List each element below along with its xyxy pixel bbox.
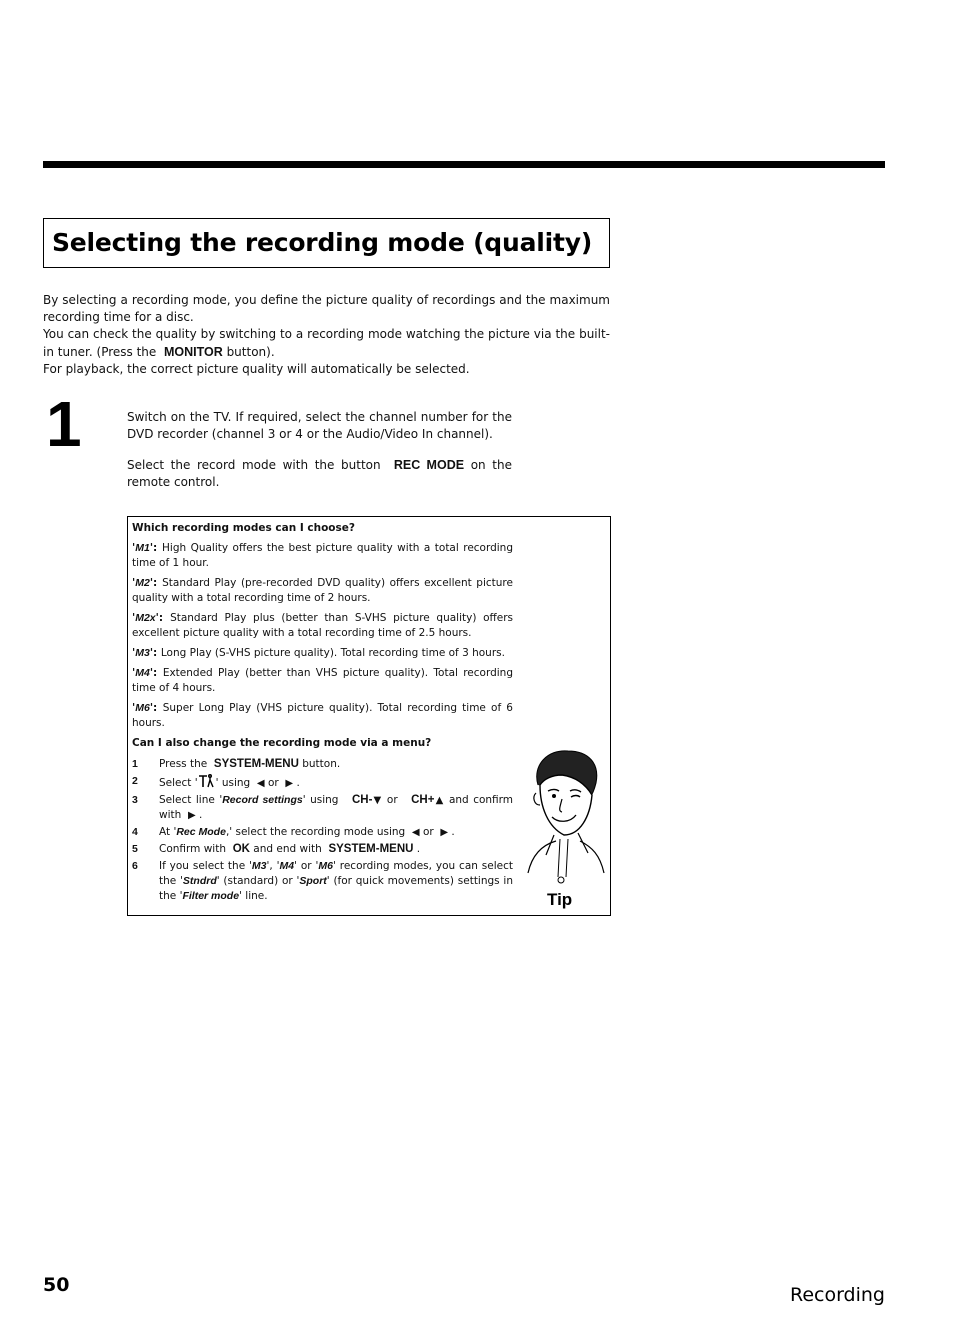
intro-p2-text: You can check the quality by switching to a recording mode watching the picture via the built-in tuner. (Press the [43,327,610,359]
tip-mascot-face-icon [526,745,606,885]
mode-entry: 'M3': Long Play (S-VHS picture quality). Total recording time of 3 hours. [132,647,505,659]
menu-step-2: 2 Select ' ' using ◀ or ▶ . [132,775,300,789]
mode-description: Standard Play (pre-recorded DVD quality) offers excellent picture quality with a total recording time of 2 hours. [132,577,513,604]
tip-question-menu: Can I also change the recording mode via a menu? [132,737,432,749]
mode-entry: 'M1': High Quality offers the best picture quality with a total recording time of 1 hour. [132,542,514,569]
title-box [43,218,610,268]
step-text [127,409,512,505]
mode-list [132,541,513,731]
mode-code: M2x [135,612,156,624]
step-p2-end: on the remote control. [127,458,512,489]
mode-code: M1 [135,542,150,554]
intro-paragraph-2 [43,326,610,360]
rec-mode-key: REC MODE [393,458,465,472]
intro-paragraph-3: For playback, the correct picture quality will automatically be selected. [43,361,470,376]
mode-description: Long Play (S-VHS picture quality). Total recording time of 3 hours. [160,647,505,659]
mode-code: M6 [135,702,150,714]
system-menu-key: SYSTEM-MENU [213,758,299,770]
left-arrow-icon: ◀ [411,827,420,838]
left-arrow-icon: ◀ [256,778,265,789]
intro-p2-end: button). [226,344,275,359]
right-arrow-icon: ▶ [440,827,449,838]
intro-paragraph-1: By selecting a recording mode, you define the picture quality of recordings and the maximum recording time for a disc. [43,293,610,325]
menu-step-6: 6 If you select the 'M3', 'M4' or 'M6' recording modes, you can select the 'Stndrd' (standard) or 'Sport' (for quick movements) settings in the 'Filter mode' line. [132,860,513,902]
step-number: 1 [46,388,82,460]
mode-entry: 'M6': Super Long Play (VHS picture quality). Total recording time of 6 hours. [132,702,513,729]
menu-step-1: 1 Press the SYSTEM-MENU button. [132,758,341,770]
page-title: Selecting the recording mode (quality) [52,228,593,257]
tip-label: Tip [547,890,573,909]
tip-box [127,516,611,916]
step-paragraph-1: Switch on the TV. If required, select the channel number for the DVD recorder (channel 3 or 4 or the Audio/Video In channel). [127,410,512,441]
menu-step-3: 3 Select line 'Record settings' using CH-▼ or CH+▲ and confirm with ▶ . [132,794,514,821]
intro-text [43,292,610,378]
up-arrow-icon: ▲ [434,795,445,806]
mode-entry: 'M2': Standard Play (pre-recorded DVD quality) offers excellent picture quality with a total recording time of 2 hours. [132,577,513,604]
section-name: Recording [789,1284,885,1306]
top-rule [43,161,885,168]
tools-icon [198,774,216,788]
mode-code: M2 [135,577,150,589]
monitor-key: MONITOR [163,344,223,359]
page-number: 50 [43,1274,70,1296]
right-arrow-icon: ▶ [187,810,196,821]
step-paragraph-2 [127,457,512,491]
mode-description: High Quality offers the best picture quality with a total recording time of 1 hour. [132,542,514,569]
mode-description: Super Long Play (VHS picture quality). Total recording time of 6 hours. [132,702,513,729]
step-p2-text: Select the record mode with the button [127,458,381,472]
menu-steps [132,757,513,904]
mode-code: M4 [135,667,150,679]
right-arrow-icon: ▶ [285,778,294,789]
mode-entry: 'M2x': Standard Play plus (better than S-VHS picture quality) offers excellent picture quality with a total recording time of 2.5 hours. [132,612,514,639]
mode-code: M3 [135,647,150,659]
mode-description: Extended Play (better than VHS picture quality). Total recording time of 4 hours. [132,667,513,694]
down-arrow-icon: ▼ [372,795,383,806]
menu-step-5: 5 Confirm with OK and end with SYSTEM-MENU . [132,843,421,855]
tip-question-modes: Which recording modes can I choose? [132,522,355,534]
tip-content [132,521,513,906]
mode-description: Standard Play plus (better than S-VHS picture quality) offers excellent picture quality with a total recording time of 2.5 hours. [132,612,514,639]
mode-entry: 'M4': Extended Play (better than VHS picture quality). Total recording time of 4 hours. [132,667,513,694]
menu-step-4: 4 At 'Rec Mode,' select the recording mode using ◀ or ▶ . [132,826,455,838]
